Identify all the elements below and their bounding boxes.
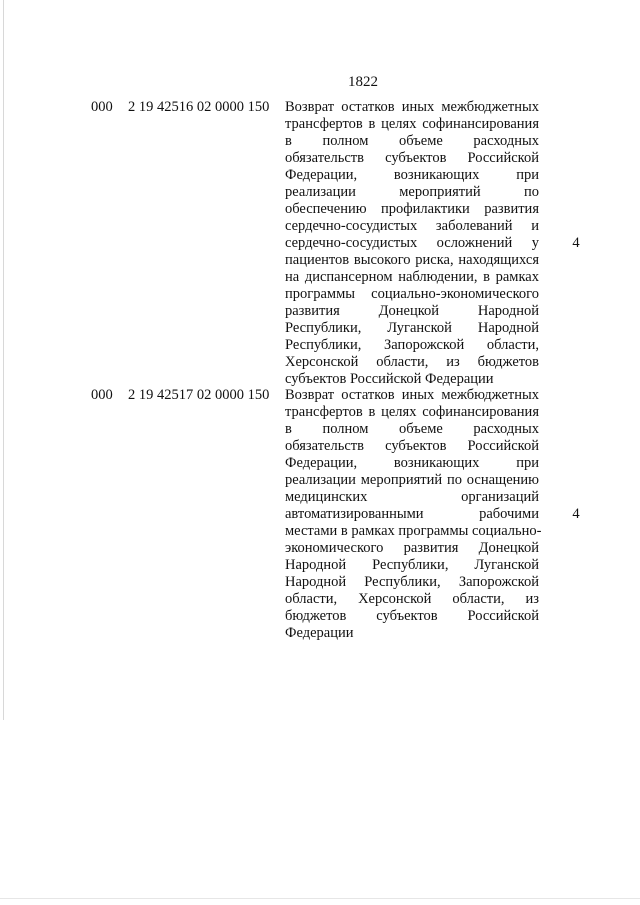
- description-line: субъектов Российской Федерации: [285, 371, 494, 387]
- amount-value: 4: [572, 506, 580, 522]
- scan-edge-bottom-line: [0, 898, 640, 899]
- description-line: Возврат остатков иных межбюджетных: [285, 99, 539, 115]
- description-line: Народной Республики, Луганской: [285, 557, 539, 573]
- description-line: обязательств субъектов Российской: [285, 150, 539, 166]
- description-line: трансфертов в целях софинансирования: [285, 116, 539, 132]
- description-line: обеспечению профилактики развития: [285, 201, 539, 217]
- description-line: Федерации, возникающих при: [285, 455, 539, 471]
- description-line: на диспансерном наблюдении, в рамках: [285, 269, 539, 285]
- page-number: 1822: [348, 74, 378, 90]
- description-line: обязательств субъектов Российской: [285, 438, 539, 454]
- admin-code: 000: [91, 99, 113, 115]
- description-line: реализации мероприятий по: [285, 184, 539, 200]
- description-line: трансфертов в целях софинансирования: [285, 404, 539, 420]
- description-line: развития Донецкой Народной: [285, 303, 539, 319]
- description-line: Возврат остатков иных межбюджетных: [285, 387, 539, 403]
- description-line: местами в рамках программы социально-: [285, 523, 542, 539]
- description-line: области, Херсонской области, из: [285, 591, 539, 607]
- description-line: Федерации, возникающих при: [285, 167, 539, 183]
- classification-code: 2 19 42517 02 0000 150: [128, 387, 270, 403]
- description-line: Федерации: [285, 625, 354, 641]
- description-line: автоматизированными рабочими: [285, 506, 539, 522]
- description-line: программы социально-экономического: [285, 286, 539, 302]
- description-line: в полном объеме расходных: [285, 421, 539, 437]
- classification-code: 2 19 42516 02 0000 150: [128, 99, 270, 115]
- description-line: пациентов высокого риска, находящихся: [285, 252, 539, 268]
- description-line: в полном объеме расходных: [285, 133, 539, 149]
- amount-value: 4: [572, 235, 580, 251]
- description-line: Народной Республики, Запорожской: [285, 574, 539, 590]
- description-line: сердечно-сосудистых осложнений у: [285, 235, 539, 251]
- description-line: Херсонской области, из бюджетов: [285, 354, 539, 370]
- description-line: медицинских организаций: [285, 489, 539, 505]
- description: [285, 387, 542, 642]
- scan-edge-line: [3, 0, 4, 720]
- description-line: Республики, Луганской Народной: [285, 320, 539, 336]
- description-line: Республики, Запорожской области,: [285, 337, 539, 353]
- description-line: сердечно-сосудистых заболеваний и: [285, 218, 539, 234]
- admin-code: 000: [91, 387, 113, 403]
- description-line: бюджетов субъектов Российской: [285, 608, 539, 624]
- description: [285, 99, 539, 388]
- description-line: экономического развития Донецкой: [285, 540, 539, 556]
- description-line: реализации мероприятий по оснащению: [285, 472, 539, 488]
